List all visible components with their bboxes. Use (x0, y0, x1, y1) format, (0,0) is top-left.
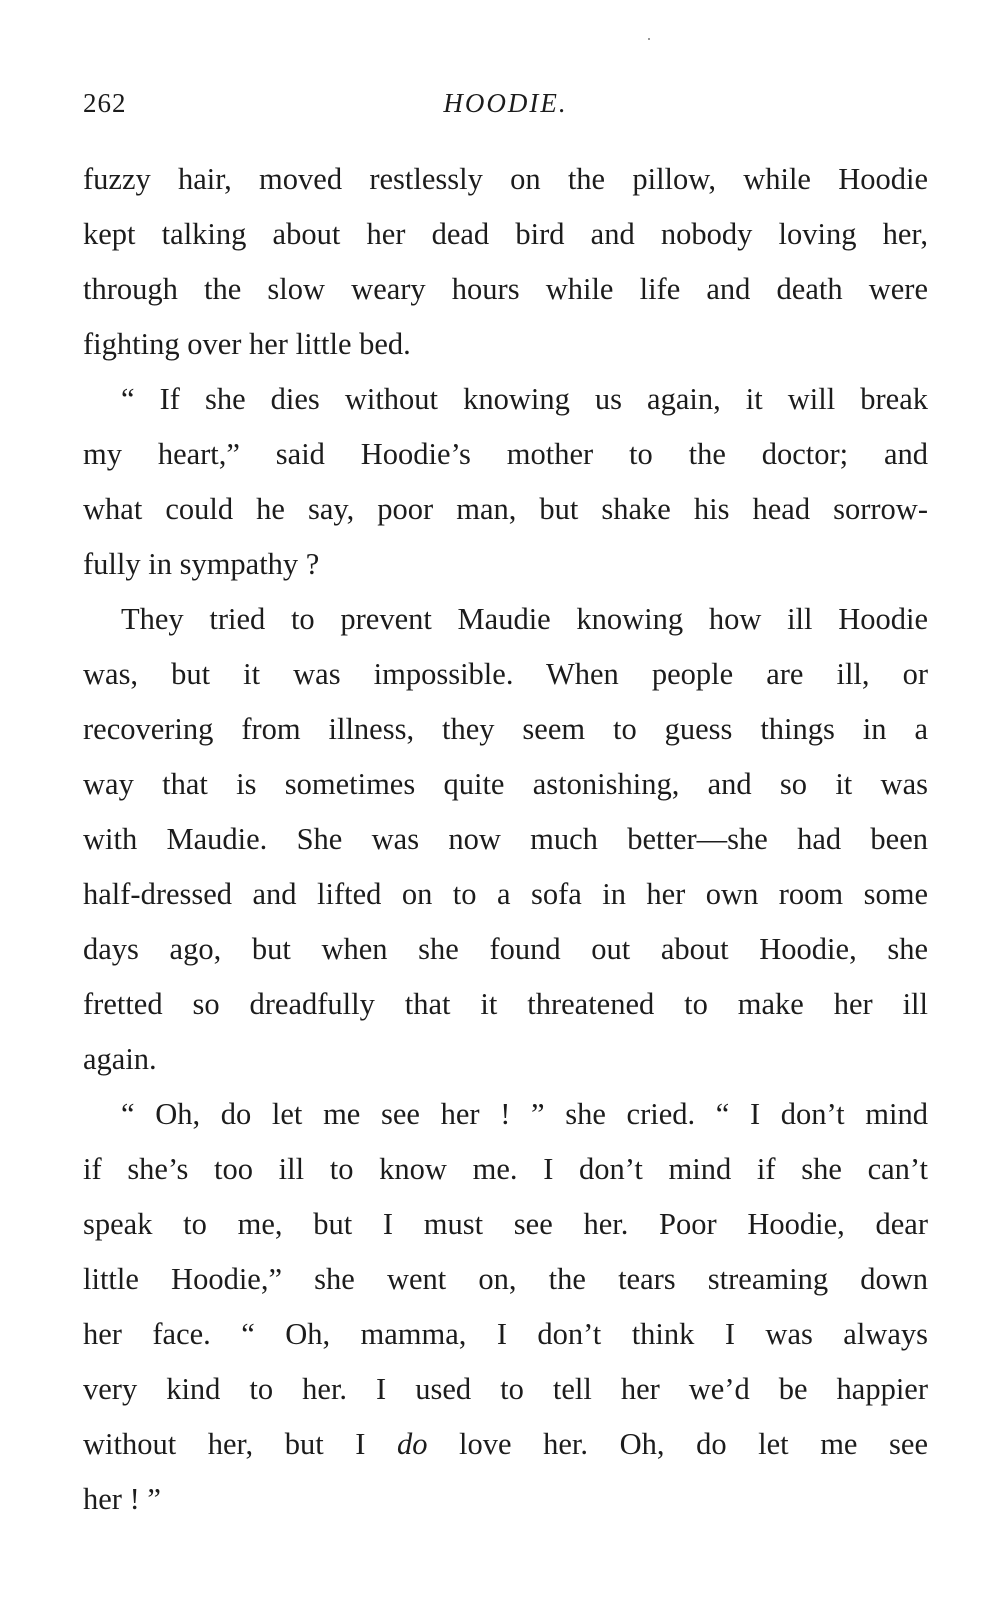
text-line: fuzzy hair, moved restlessly on the pillow, while Hoodie (83, 162, 928, 196)
text-line: speak to me, but I must see her. Poor Hoodie, dear (83, 1207, 928, 1241)
text-line: fighting over her little bed. (83, 327, 411, 361)
text-line: was, but it was impossible. When people are ill, or (83, 657, 928, 691)
paper-speck (648, 38, 650, 40)
text-line: half-dressed and lifted on to a sofa in her own room some (83, 877, 928, 911)
text-line: recovering from illness, they seem to guess things in a (83, 712, 928, 746)
text-line: her face. “ Oh, mamma, I don’t think I was always (83, 1317, 928, 1351)
text-line: little Hoodie,” she went on, the tears streaming down (83, 1262, 928, 1296)
text-line: fretted so dreadfully that it threatened to make her ill (83, 987, 928, 1021)
body-text (83, 152, 928, 1527)
text-line: very kind to her. I used to tell her we’d be happier (83, 1372, 928, 1406)
running-head (83, 88, 928, 128)
text-line: days ago, but when she found out about Hoodie, she (83, 932, 928, 966)
text-line: fully in sympathy ? (83, 547, 320, 581)
text-line: “ If she dies without knowing us again, it will break (121, 382, 928, 416)
text-line: my heart,” said Hoodie’s mother to the doctor; and (83, 437, 928, 471)
text-line: through the slow weary hours while life and death were (83, 272, 928, 306)
text-run: love her. Oh, do let me see (427, 1427, 928, 1461)
text-line: “ Oh, do let me see her ! ” she cried. “ I don’t mind (121, 1097, 928, 1131)
running-title: HOODIE. (443, 88, 568, 118)
text-line: way that is sometimes quite astonishing, and so it was (83, 767, 928, 801)
text-line: kept talking about her dead bird and nobody loving her, (83, 217, 928, 251)
text-line: They tried to prevent Maudie knowing how ill Hoodie (121, 602, 928, 636)
page-number: 262 (83, 88, 127, 118)
text-line (83, 1417, 928, 1472)
text-line: if she’s too ill to know me. I don’t mind if she can’t (83, 1152, 928, 1186)
text-run: without her, but I (83, 1427, 397, 1461)
italic-word: do (396, 1427, 428, 1461)
text-line: again. (83, 1042, 157, 1076)
text-line: what could he say, poor man, but shake his head sorrow- (83, 492, 928, 526)
text-line: her ! ” (83, 1482, 161, 1516)
text-line: with Maudie. She was now much better—she had been (83, 822, 928, 856)
